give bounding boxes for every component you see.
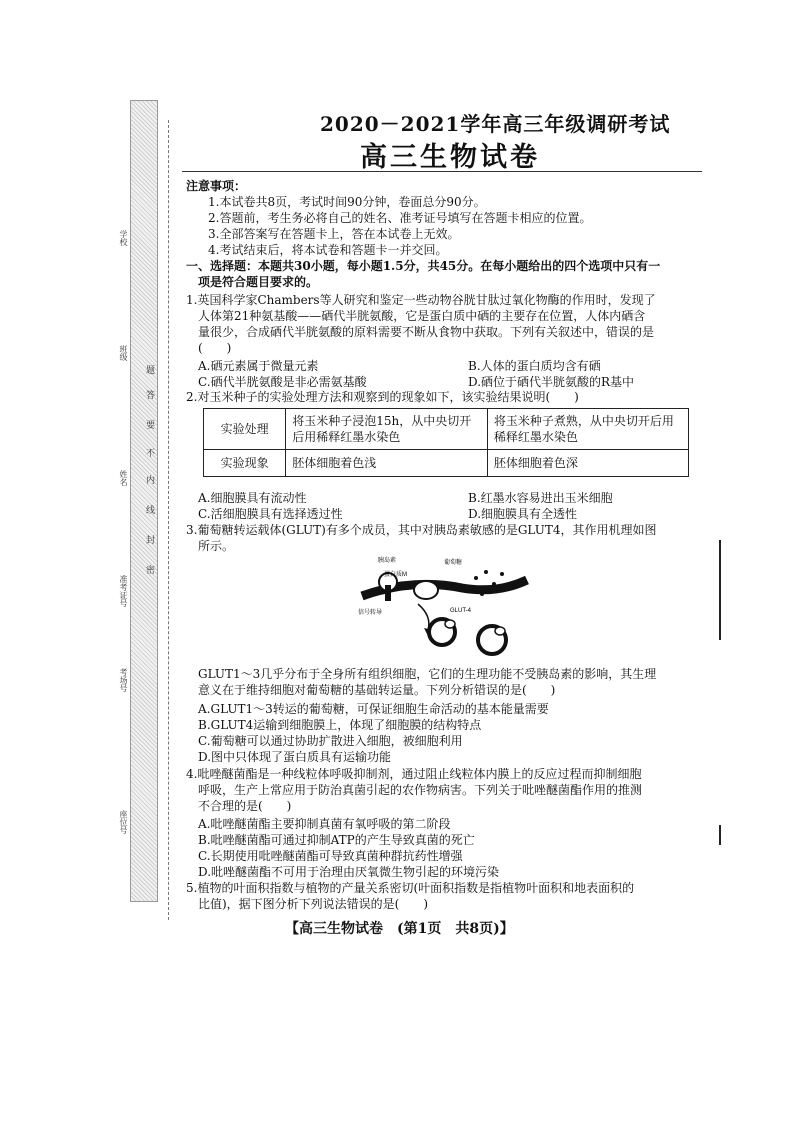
q3-stem: 3.葡萄糖转运载体(GLUT)有多个成员，其中对胰岛素敏感的是GLUT4，其作用机理如图 [186, 523, 657, 537]
binding-label-school: 学校 [119, 230, 128, 246]
binding-strip [130, 100, 158, 902]
q3-paragraph: GLUT1～3几乎分布于全身所有组织细胞，它们的生理功能不受胰岛素的影响，其生理 [198, 667, 657, 681]
q1-stem: 人体第21种氨基酸——硒代半胱氨酸，它是蛋白质中硒的主要存在位置，人体内硒含 [198, 309, 646, 323]
q2-option-c: C.活细胞膜具有选择透过性 [198, 507, 343, 521]
notes-item: 2.答题前，考生务必将自己的姓名、准考证号填写在答题卡相应的位置。 [208, 211, 592, 225]
q4-stem: 呼吸，生产上常应用于防治真菌引起的农作物病害。下列关于吡唑醚菌酯作用的推测 [198, 783, 643, 797]
section-heading-cont: 项是符合题目要求的。 [198, 275, 319, 289]
notes-item: 3.全部答案写在答题卡上，答在本试卷上无效。 [208, 227, 460, 241]
exam-title: 2020－2021学年高三年级调研考试 [320, 112, 671, 136]
q1-option-b: B.人体的蛋白质均含有硒 [468, 359, 601, 373]
binding-label-exam-no: 准考证号 [119, 575, 128, 607]
seal-line [168, 120, 169, 920]
glut4-mechanism-figure [352, 550, 532, 662]
binding-label-class: 班级 [119, 345, 128, 361]
q2-stem: 2.对玉米种子的实验处理方法和观察到的现象如下，该实验结果说明( ) [186, 390, 579, 404]
binding-label-name: 姓名 [119, 470, 128, 486]
section-heading: 一、选择题：本题共30小题，每小题1.5分，共45分。在每小题给出的四个选项中只有一 [186, 259, 661, 273]
seal-word: 封 [144, 535, 154, 544]
notes-heading: 注意事项： [186, 179, 247, 193]
q3-stem: 所示。 [198, 539, 235, 553]
figure-label-signal: 信号转导 [358, 610, 383, 616]
experiment-table [203, 408, 689, 477]
table-cell: 将玉米种子浸泡15h，从中央切开后用稀释红墨水染色 [286, 409, 488, 450]
page-footer: 【高三生物试卷 (第1页 共8页)】 [285, 921, 514, 937]
q1-stem: 1.英国科学家Chambers等人研究和鉴定一些动物谷胱甘肽过氧化物酶的作用时，发现了 [186, 293, 656, 307]
q2-option-a: A.细胞膜具有流动性 [198, 491, 307, 505]
seal-word: 不 [144, 448, 154, 457]
q4-option-d: D.吡唑醚菌酯不可用于治理由厌氧微生物引起的环境污染 [198, 865, 500, 879]
q1-option-c: C.硒代半胱氨酸是非必需氨基酸 [198, 375, 367, 389]
header-rule [182, 171, 702, 172]
q3-option-b: B.GLUT4运输到细胞膜上，体现了细胞膜的结构特点 [198, 718, 482, 732]
binding-label-room: 考场号 [119, 668, 128, 692]
paper-title: 高三生物试卷 [360, 142, 540, 173]
figure-label-glucose: 葡萄糖 [444, 560, 463, 566]
q3-option-a: A.GLUT1～3转运的葡萄糖，可保证细胞生命活动的基本能量需要 [198, 702, 549, 716]
seal-word: 题 [144, 365, 154, 374]
seal-word: 线 [144, 505, 154, 514]
q4-option-a: A.吡唑醚菌酯主要抑制真菌有氧呼吸的第二阶段 [198, 817, 451, 831]
figure-label-glut4: GLUT-4 [450, 608, 472, 614]
table-cell: 胚体细胞着色深 [487, 450, 688, 477]
q4-option-b: B.吡唑醚菌酯可通过抑制ATP的产生导致真菌的死亡 [198, 833, 475, 847]
q4-stem: 4.吡唑醚菌酯是一种线粒体呼吸抑制剂，通过阻止线粒体内膜上的反应过程而抑制细胞 [186, 767, 642, 781]
figure-label-receptor: 蛋白质M [384, 572, 407, 578]
q3-paragraph: 意义在于维持细胞对葡萄糖的基础转运量。下列分析错误的是( ) [198, 683, 556, 697]
table-cell: 将玉米种子煮熟，从中央切开后用稀释红墨水染色 [487, 409, 688, 450]
scan-mark [719, 825, 721, 845]
q1-option-a: A.硒元素属于微量元素 [198, 359, 319, 373]
seal-word: 密 [144, 565, 154, 574]
seal-word: 答 [144, 390, 154, 399]
q4-option-c: C.长期使用吡唑醚菌酯可导致真菌种群抗药性增强 [198, 849, 463, 863]
seal-word: 内 [144, 475, 154, 484]
q1-option-d: D.硒位于硒代半胱氨酸的R基中 [468, 375, 635, 389]
q5-stem: 比值)，据下图分析下列说法错误的是( ) [198, 897, 429, 911]
q1-stem: 量很少，合成硒代半胱氨酸的原料需要不断从食物中获取。下列有关叙述中，错误的是 [198, 325, 655, 339]
table-header-phenomenon: 实验现象 [204, 450, 286, 477]
notes-item: 4.考试结束后，将本试卷和答题卡一并交回。 [208, 243, 448, 257]
q4-stem: 不合理的是( ) [198, 799, 292, 813]
q1-stem: ( ) [198, 341, 232, 355]
q2-option-b: B.红墨水容易进出玉米细胞 [468, 491, 613, 505]
q3-option-c: C.葡萄糖可以通过协助扩散进入细胞，被细胞利用 [198, 734, 463, 748]
binding-label-seat: 座位号 [119, 810, 128, 834]
q3-option-d: D.图中只体现了蛋白质具有运输功能 [198, 750, 392, 764]
q5-stem: 5.植物的叶面积指数与植物的产量关系密切(叶面积指数是指植物叶面积和地表面积的 [186, 881, 635, 895]
table-header-treatment: 实验处理 [204, 409, 286, 450]
seal-word: 要 [144, 420, 154, 429]
figure-label-insulin: 胰岛素 [378, 558, 397, 564]
notes-item: 1.本试卷共8页，考试时间90分钟，卷面总分90分。 [208, 195, 486, 209]
scan-mark [719, 540, 721, 640]
q2-option-d: D.细胞膜具有全透性 [468, 507, 578, 521]
table-cell: 胚体细胞着色浅 [286, 450, 488, 477]
